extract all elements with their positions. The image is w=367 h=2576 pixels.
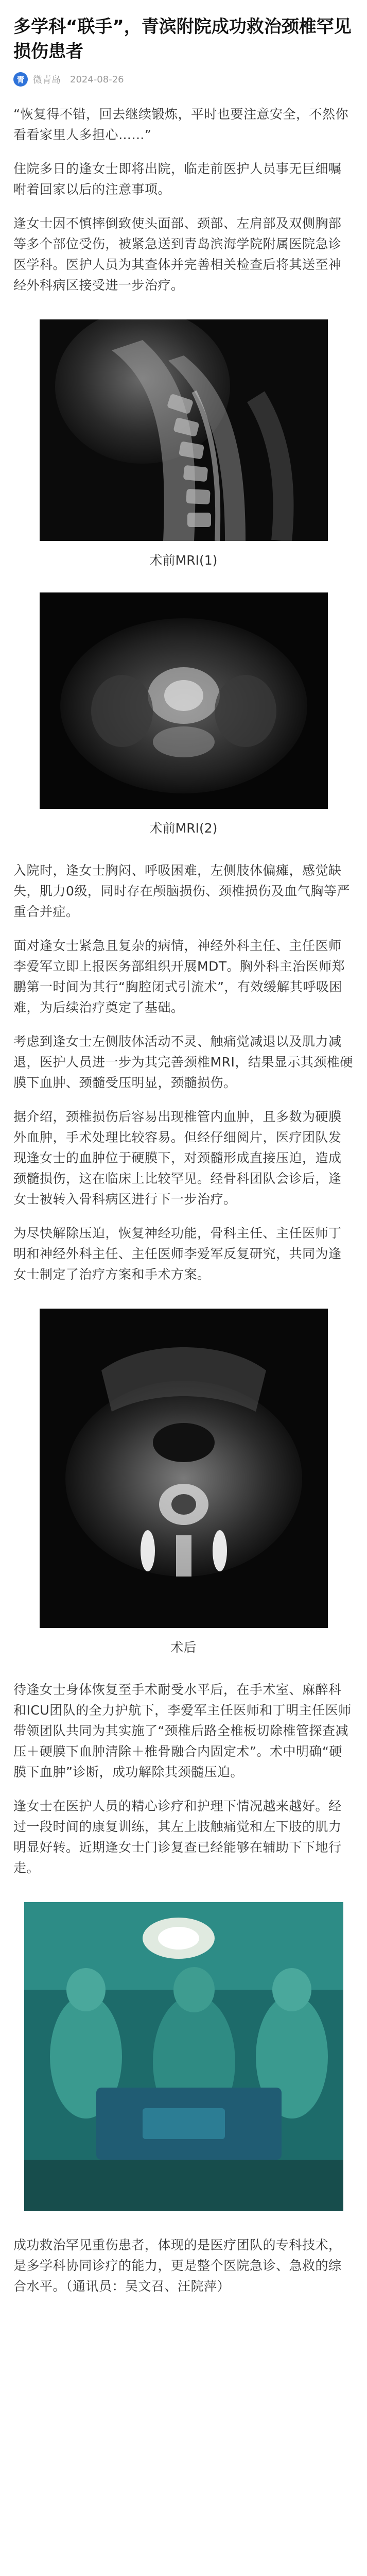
figure-surgery <box>13 1902 354 2211</box>
article-title: 多学科“联手”，青滨附院成功救治颈椎罕见损伤患者 <box>13 16 352 62</box>
paragraph-9: 待逢女士身体恢复至手术耐受水平后，在手术室、麻醉科和ICU团队的全力护航下，李爱军主任医师和丁明主任医师带领团队共同为其实施了“颈椎后路全椎板切除椎管探查减压＋硬膜下血肿清除＋椎骨融合内固定术”。术中明确“硬膜下血肿”诊断，成功解除其颈髓压迫。 <box>13 1682 352 1780</box>
article-meta <box>13 72 354 87</box>
paragraph-1: “恢复得不错，回去继续锻炼，平时也要注意安全，不然你看看家里人多担心……” <box>13 107 348 142</box>
figure-mri-1-caption: 术前MRI(1) <box>149 553 218 568</box>
article-date: 2024-08-26 <box>70 74 124 85</box>
paragraph-4: 入院时，逢女士胸闷、呼吸困难，左侧肢体偏瘫，感觉缺失，肌力0级，同时存在颅脑损伤、颈椎损伤及血气胸等严重合并症。 <box>13 863 350 919</box>
figure-mri-2-caption: 术前MRI(2) <box>149 821 218 836</box>
surgery-photo[interactable] <box>24 1902 343 2211</box>
paragraph-10: 逢女士在医护人员的精心诊疗和护理下情况越来越好。经过一段时间的康复训练，其左上肢触痛觉和左下肢的肌力明显好转。近期逢女士门诊复查已经能够在辅助下下地行走。 <box>13 1799 342 1875</box>
paragraph-11: 成功救治罕见重伤患者，体现的是医疗团队的专科技术，是多学科协同诊疗的能力，更是整个医院急诊、急救的综合水平。（通讯员：吴文召、汪院萍） <box>13 2238 342 2294</box>
article-source[interactable]: 微青岛 <box>33 75 61 86</box>
figure-mri-2 <box>13 592 354 837</box>
figure-mri-1 <box>13 319 354 569</box>
mri-axial-image[interactable] <box>40 592 328 809</box>
source-logo-icon: 青 <box>13 72 28 87</box>
paragraph-7: 据介绍，颈椎损伤后容易出现椎管内血肿，且多数为硬膜外血肿，手术处理比较容易。但经仔细阅片，医疗团队发现逢女士的血肿位于硬膜下，对颈髓形成直接压迫，造成颈髓损伤，这在临床上比较罕见。经骨科团队会诊后，逢女士被转入骨科病区进行下一步治疗。 <box>13 1109 342 1207</box>
postop-ct-image[interactable] <box>40 1309 328 1628</box>
figure-postop <box>13 1309 354 1656</box>
mri-sagittal-image[interactable] <box>40 319 328 541</box>
paragraph-3: 逢女士因不慎摔倒致使头面部、颈部、左肩部及双侧胸部等多个部位受伤，被紧急送到青岛滨海学院附属医院急诊医学科。医护人员为其查体并完善相关检查后将其送至神经外科病区接受进一步治疗。 <box>13 216 342 293</box>
paragraph-6: 考虑到逢女士左侧肢体活动不灵、触痛觉减退以及肌力减退，医护人员进一步为其完善颈椎MRI，结果显示其颈椎硬膜下血肿、颈髓受压明显，颈髓损伤。 <box>13 1034 353 1090</box>
paragraph-5: 面对逢女士紧急且复杂的病情，神经外科主任、主任医师李爱军立即上报医务部组织开展MDT。胸外科主治医师郑鹏第一时间为其行“胸腔闭式引流术”，有效缓解其呼吸困难，为后续治疗奠定了基础。 <box>13 938 345 1015</box>
paragraph-8: 为尽快解除压迫，恢复神经功能，骨科主任、主任医师丁明和神经外科主任、主任医师李爱军反复研究，共同为逢女士制定了治疗方案和手术方案。 <box>13 1226 342 1282</box>
paragraph-2: 住院多日的逢女士即将出院，临走前医护人员事无巨细嘱咐着回家以后的注意事项。 <box>13 161 342 197</box>
figure-postop-caption: 术后 <box>170 1640 197 1655</box>
